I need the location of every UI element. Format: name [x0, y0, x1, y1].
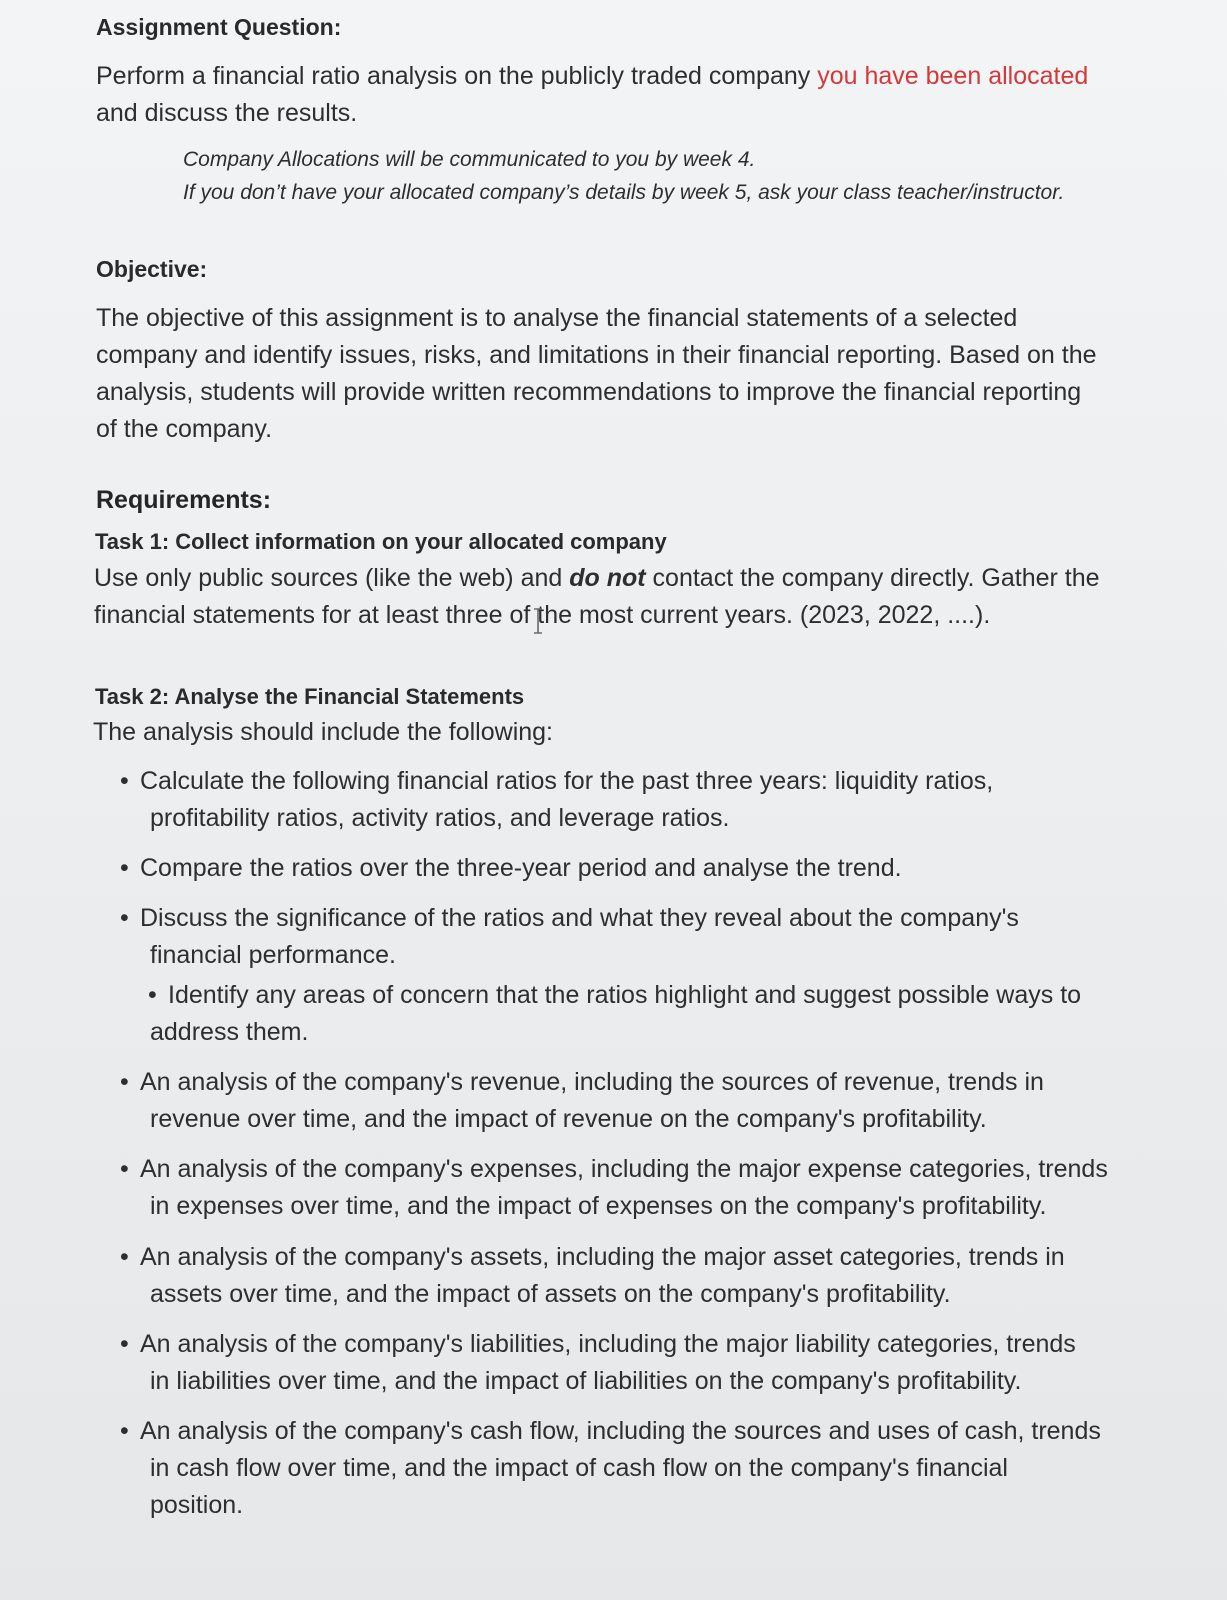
bullet-6-line-2: in expenses over time, and the impact of expenses on the company's profitability.: [150, 1192, 1047, 1220]
bullet-5-line-1: An analysis of the company's revenue, including the sources of revenue, trends in: [140, 1068, 1044, 1096]
requirements-heading: Requirements:: [96, 486, 272, 514]
bullet-9-line-3: position.: [150, 1491, 244, 1519]
bullet-5-line-2: revenue over time, and the impact of revenue on the company's profitability.: [150, 1105, 987, 1133]
task1-line1-a: Use only public sources (like the web) and: [94, 564, 570, 592]
bullet-icon: •: [120, 904, 129, 932]
objective-line-4: of the company.: [96, 415, 273, 443]
task1-do-not: do not: [569, 564, 646, 592]
bullet-8-line-1: An analysis of the company's liabilities, including the major liability categories, trends: [140, 1330, 1076, 1358]
assignment-question-heading: Assignment Question:: [96, 14, 342, 40]
bullet-9-line-1: An analysis of the company's cash flow, including the sources and uses of cash, trends: [140, 1417, 1101, 1445]
objective-heading: Objective:: [96, 256, 208, 282]
bullet-item-8: [120, 1326, 1180, 1400]
task1-title: Task 1: Collect information on your allocated company: [95, 529, 667, 554]
bullet-4-line-2: address them.: [150, 1018, 309, 1046]
allocation-note-2: If you don’t have your allocated company’s details by week 5, ask your class teacher/instructor.: [183, 181, 1065, 204]
bullet-3-line-2: financial performance.: [150, 941, 396, 969]
bullet-7-line-1: An analysis of the company's assets, including the major asset categories, trends in: [140, 1243, 1065, 1271]
objective-line-3: analysis, students will provide written recommendations to improve the financial reporting: [96, 378, 1082, 406]
bullet-icon: •: [148, 981, 157, 1009]
bullet-icon: •: [120, 1068, 129, 1096]
text-cursor-icon: [533, 608, 543, 634]
bullet-icon: •: [120, 767, 129, 795]
bullet-2-line-1: Compare the ratios over the three-year period and analyse the trend.: [140, 854, 902, 882]
bullet-item-1: [120, 763, 1180, 837]
question-line1-highlight: you have been allocated: [817, 62, 1089, 90]
bullet-item-4: [148, 977, 1208, 1051]
bullet-icon: •: [120, 854, 129, 882]
bullet-icon: •: [120, 1243, 129, 1271]
task1-text: [94, 560, 1204, 634]
objective-line-2: company and identify issues, risks, and limitations in their financial reporting. Based on the: [96, 341, 1097, 369]
bullet-7-line-2: assets over time, and the impact of assets on the company's profitability.: [150, 1280, 951, 1308]
bullet-item-6: [120, 1151, 1180, 1225]
task1-line2: financial statements for at least three of the most current years. (2023, 2022, ....).: [94, 601, 991, 629]
allocation-note-1: Company Allocations will be communicated to you by week 4.: [183, 148, 756, 171]
bullet-4-line-1: Identify any areas of concern that the ratios highlight and suggest possible ways to: [168, 981, 1082, 1009]
objective-line-1: The objective of this assignment is to analyse the financial statements of a selected: [96, 304, 1018, 332]
bullet-item-2: [120, 850, 1180, 887]
bullet-item-5: [120, 1064, 1180, 1138]
bullet-icon: •: [120, 1155, 129, 1183]
bullet-1-line-1: Calculate the following financial ratios for the past three years: liquidity ratios,: [140, 767, 994, 795]
bullet-item-3: [120, 900, 1180, 974]
question-line1-plain: Perform a financial ratio analysis on the publicly traded company: [96, 62, 818, 90]
task2-intro: The analysis should include the following:: [93, 718, 553, 746]
question-text: [96, 58, 1206, 132]
bullet-8-line-2: in liabilities over time, and the impact of liabilities on the company's profitability.: [150, 1367, 1022, 1395]
bullet-item-9: [120, 1413, 1180, 1524]
bullet-icon: •: [120, 1330, 129, 1358]
question-line2: and discuss the results.: [96, 99, 358, 127]
objective-text: [96, 300, 1206, 448]
bullet-item-7: [120, 1239, 1180, 1313]
bullet-1-line-2: profitability ratios, activity ratios, and leverage ratios.: [150, 804, 730, 832]
task2-title: Task 2: Analyse the Financial Statements: [95, 684, 525, 709]
bullet-icon: •: [120, 1417, 129, 1445]
bullet-9-line-2: in cash flow over time, and the impact of cash flow on the company's financial: [150, 1454, 1008, 1482]
bullet-3-line-1: Discuss the significance of the ratios and what they reveal about the company's: [140, 904, 1019, 932]
bullet-6-line-1: An analysis of the company's expenses, including the major expense categories, trends: [140, 1155, 1108, 1183]
task1-line1-b: contact the company directly. Gather the: [645, 564, 1100, 592]
